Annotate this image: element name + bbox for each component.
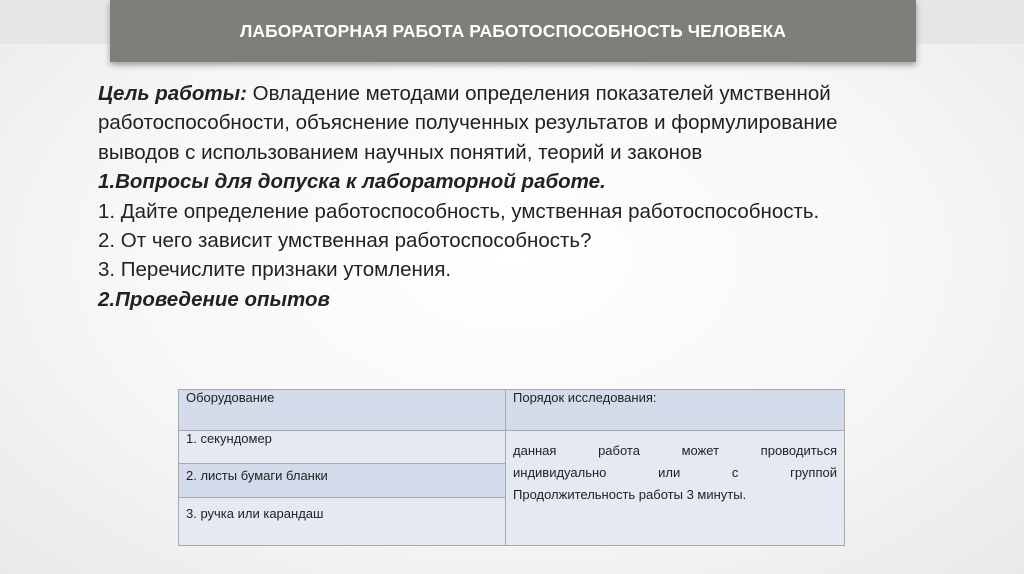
equipment-item-3: 3. ручка или карандаш — [179, 498, 506, 546]
header-procedure: Порядок исследования: — [506, 390, 845, 431]
section2-heading: 2.Проведение опытов — [98, 287, 330, 311]
table-header-row — [179, 390, 845, 431]
experiment-table — [178, 389, 845, 546]
section1-heading: 1.Вопросы для допуска к лабораторной работе. — [98, 170, 606, 194]
title-bar — [110, 0, 916, 62]
equipment-item-1: 1. секундомер — [179, 430, 506, 463]
procedure-line-3: Продолжительность работы 3 минуты. — [513, 486, 747, 502]
goal-label: Цель работы: — [98, 82, 247, 105]
goal-paragraph — [98, 79, 918, 167]
procedure-line-2: индивидуально или с группой — [513, 464, 837, 480]
goal-text: Овладение методами определения показателей умственной работоспособности, объяснение полученных результатов и формулирование выводов с использованием научных понятий, теорий и законов — [98, 82, 838, 164]
procedure-cell — [506, 430, 845, 545]
question-2: 2. От чего зависит умственная работоспособность? — [98, 229, 592, 253]
question-3: 3. Перечислите признаки утомления. — [98, 258, 452, 282]
header-equipment: Оборудование — [179, 390, 506, 431]
slide-content — [98, 79, 918, 314]
equipment-item-2: 2. листы бумаги бланки — [179, 464, 506, 498]
table-row — [179, 430, 845, 463]
procedure-line-1: данная работа может проводиться — [513, 442, 837, 458]
question-1: 1. Дайте определение работоспособность, умственная работоспособность. — [98, 199, 820, 223]
slide-title: ЛАБОРАТОРНАЯ РАБОТА РАБОТОСПОСОБНОСТЬ ЧЕЛОВЕКА — [239, 20, 787, 41]
